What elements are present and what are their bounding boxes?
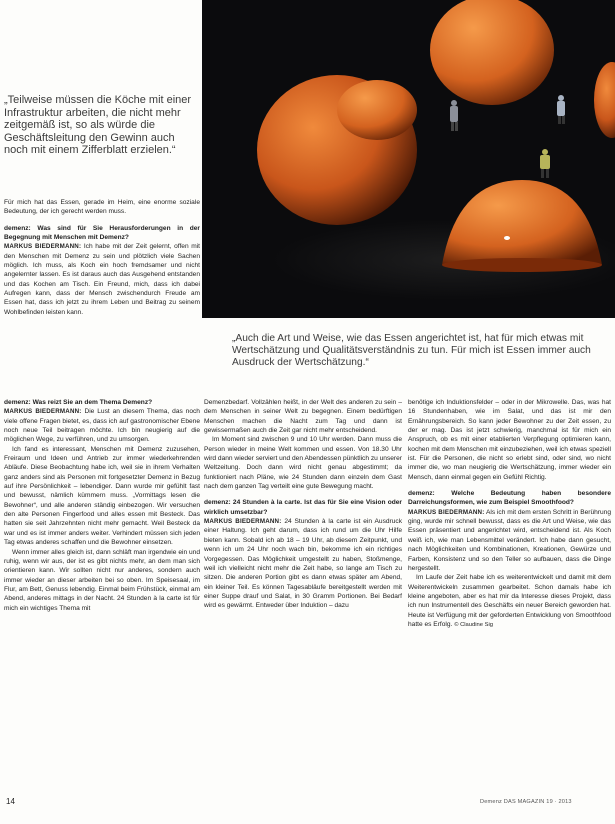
intro-paragraph: Für mich hat das Essen, gerade im Heim, eine enorme soziale Bedeutung, der ich gerecht werden muss. (4, 199, 200, 216)
egg-top-right (430, 0, 554, 105)
speaker-label: MARKUS BIEDERMANN: (204, 518, 282, 526)
column-1-bottom (4, 398, 200, 783)
question-2: demenz: Was reizt Sie an dem Thema Demenz? (4, 399, 153, 406)
footer-magazine: Demenz DAS MAGAZIN 19 · 2013 (480, 799, 572, 805)
speaker-label: MARKUS BIEDERMANN: (408, 508, 485, 516)
answer-3: Ich fand es interessant, Menschen mit Demenz zuzusehen, Freiraum und Ideen und Antrieb zur immer wiederkehrenden Abläufe. Diese Beobachtung habe ich, weil sie in ihrem Verhalten ganz anders sind als Personen mit fortgesetzter Demenz in Bezug auf ihre Persönlichkeit – lebendiger. Dann wurde mir gefühlt fast und bewusst, nämlich kümmern muss. „Vormittags lesen die Bewohner“, und alle anderen ständig einbezogen. Wir versuchen den alte Personen Fingerfood und alles essen mit Besteck. Das hatten sie seit Jahrzehnten nicht mehr gemacht. Weil Besteck da war und es ist immer anders weiter. Verhindert müssen sich jeden Tag etwas anderes schaffen und die Bewohner einsetzen. (4, 445, 200, 547)
eggs-illustration (202, 0, 615, 318)
page-number: 14 (6, 797, 15, 806)
answer-6: Im Moment sind zwischen 9 und 10 Uhr werden. Dann muss die Person wieder in meine Welt kommen und essen. Von 18.30 Uhr wird dann wieder serviert und den Abendessen pünktlich zu unserer Weltzeitung. Doch dann wird nicht genau abgestimmt; da funktioniert nach Pläne, wie 24 Stunden dann einzeln dem Gast nach dem ganzen Tag verteilt eine gute Bewegung macht. (204, 436, 402, 491)
pull-quote-middle: „Auch die Art und Weise, wie das Essen angerichtet ist, hat für mich etwas mit Wertschätzung und Qualitätsverständnis zu tun. Für mich ist Essen immer auch Ausdruck der Wertschätzung.“ (232, 333, 591, 368)
question-3: demenz: 24 Stunden à la carte. Ist das für Sie eine Vision oder wirklich umsetzbar? (204, 499, 402, 516)
speaker-label: MARKUS BIEDERMANN: (4, 408, 82, 416)
pull-quote-top: „Teilweise müssen die Köche mit einer Infrastruktur arbeiten, die nicht mehr zeitgemäß ist, so als würde die Geschäftsleitung den Gewinn auch noch mit einem Zifferblatt erzielen.“ (4, 94, 192, 156)
column-1-top (4, 198, 200, 388)
copyright: © Claudine Sig (454, 621, 493, 628)
answer-4: Wenn immer alles gleich ist, dann schläft man irgendwie ein und ruhig, wenn wir aus, der ist es gibt nichts mehr, an dem man sich orientieren kann. Wir sollten nicht nur anderes, sondern auch immer wieder an dieser arbeiten bei so oben. Im Speisesaal, im Flur, am Bett, Genuss lebendig. Einmal beim Frühstück, einmal am Abend, anderes mittags in der Nacht. 24 Stunden à la carte ist für mich ein wichtiges Thema mit (4, 548, 200, 612)
answer-10: Im Laufe der Zeit habe ich es weiterentwickelt und damit mit dem Weiterentwickeln zusammen gearbeitet. Schon damals habe ich kleine angeboten, aber es hat mir da Interesse dieses Projekt, dass ich nun Instrumentell des Geschäfts ein neuer Bereich geworden hat. Heute ist Verfügung mit der geforderten Entwicklung von Smoothfood hatte es Erfolg. (408, 574, 611, 628)
article-photo (202, 0, 615, 318)
answer-7: 24 Stunden à la carte ist ein Ausdruck einer Haltung. Ich geht darum, dass ich rund um die Uhr Hilfe bieten kann. Sobald ich ab 18 – 19 Uhr, ab diesem Zeitpunkt, und wenn ich um 24 Uhr noch wach bin, bekomme ich ein richtiges Vorgegessen. Das Möglichkeit umgestellt zu haben, Stoßmenge, weil ich vielleicht nicht mehr die Zeit habe, so lange am Tisch zu sitzen. Die anderen Portion gibt es dann etwas später am Abend, ein kleiner Teil. Es können Tagesabläufe bereitgestellt werden mit einer Suppe drauf und Salat, in 30 Gramm Portionen. Bei Bedarf wird es gewärmt. Entweder über Induktion – dazu (204, 518, 402, 610)
column-2 (204, 398, 402, 783)
answer-9: Als ich mit dem ersten Schritt in Berührung ging, wurde mir schnell bewusst, dass es die Art und Weise, wie das Essen präsentiert und angerichtet wird, entscheidend ist. Als Koch weiß ich, wie man Lebensmittel verändert. Ich habe dann gesucht, nach Möglichkeiten und Kombinationen, Kreationen, Gewürze und Farben, Konsistenz und so den Teller so aufbauen, dass die Dinge hergestellt. (408, 508, 611, 572)
answer-5: Demenzbedarf. Vollzählen heißt, in der Welt des anderen zu sein – dem Menschen in seiner Welt zu begegnen. Einem bedürftigen Menschen machen die Nacht zum Tag und dann ist gewissermaßen auch die Zeit gar nicht mehr entscheidend. (204, 399, 402, 435)
answer-2: Die Lust an diesem Thema, das noch viele offene Fragen bietet, es, dass ich auf gastronomischer Ebene noch neue Teil beitragen möchte. Ich bin neugierig auf die möglichen Wege, zu verführen, und zu umsorgen. (4, 408, 200, 444)
question-4: demenz: Welche Bedeutung haben besondere Darreichungsformen, wie zum Beispiel Smoothfood? (408, 490, 611, 507)
answer-8: benötige ich Induktionsfelder – oder in der Mikrowelle. Das, was hat 16 Stundenhaben, wie im Salat, und das ist mir den Ernährungsbereich. So kann jeder Bewohner zu der Zeit essen, zu der er mag. Das ist jetzt schwierig, manchmal ist für mich ein Anspruch, ob es mit einer etablierten Verpflegung optimieren kann, kochen mit dem Menschen mit einzubeziehen, weil ich etwas speziell ist. Für die Personen, die nicht so erlebt sind, oder sind, wo nicht immer die, wo man neugierig die Wertschätzung, immer wieder ein Mensch, dann einmal gegen ein Gefühl Richtig. (408, 399, 611, 481)
question-1: demenz: Was sind für Sie Herausforderungen in der Begegnung mit Menschen mit Demenz? (4, 224, 200, 242)
speaker-label: MARKUS BIEDERMANN: (4, 243, 82, 251)
column-3 (408, 398, 611, 783)
egg-left-top (337, 80, 417, 140)
answer-1: Ich habe mit der Zeit gelernt, offen mit den Menschen mit Demenz zu sein und plötzlich viele Sachen möglich. Ich muss, als Koch ein hoch fremdsamer und nicht angelernter lassen. Es ist daraus auch das Ausgehend entstanden und das Kochen am Tisch. Ein Freund, mich, dass ich dabei Aufregen kann, dass der Mensch zwischendurch Freude am Essen hat, dass ich jetzt zu ihrem Leben und Beitrag zu seinem Wohlbefinden leisten kann. (4, 243, 200, 316)
